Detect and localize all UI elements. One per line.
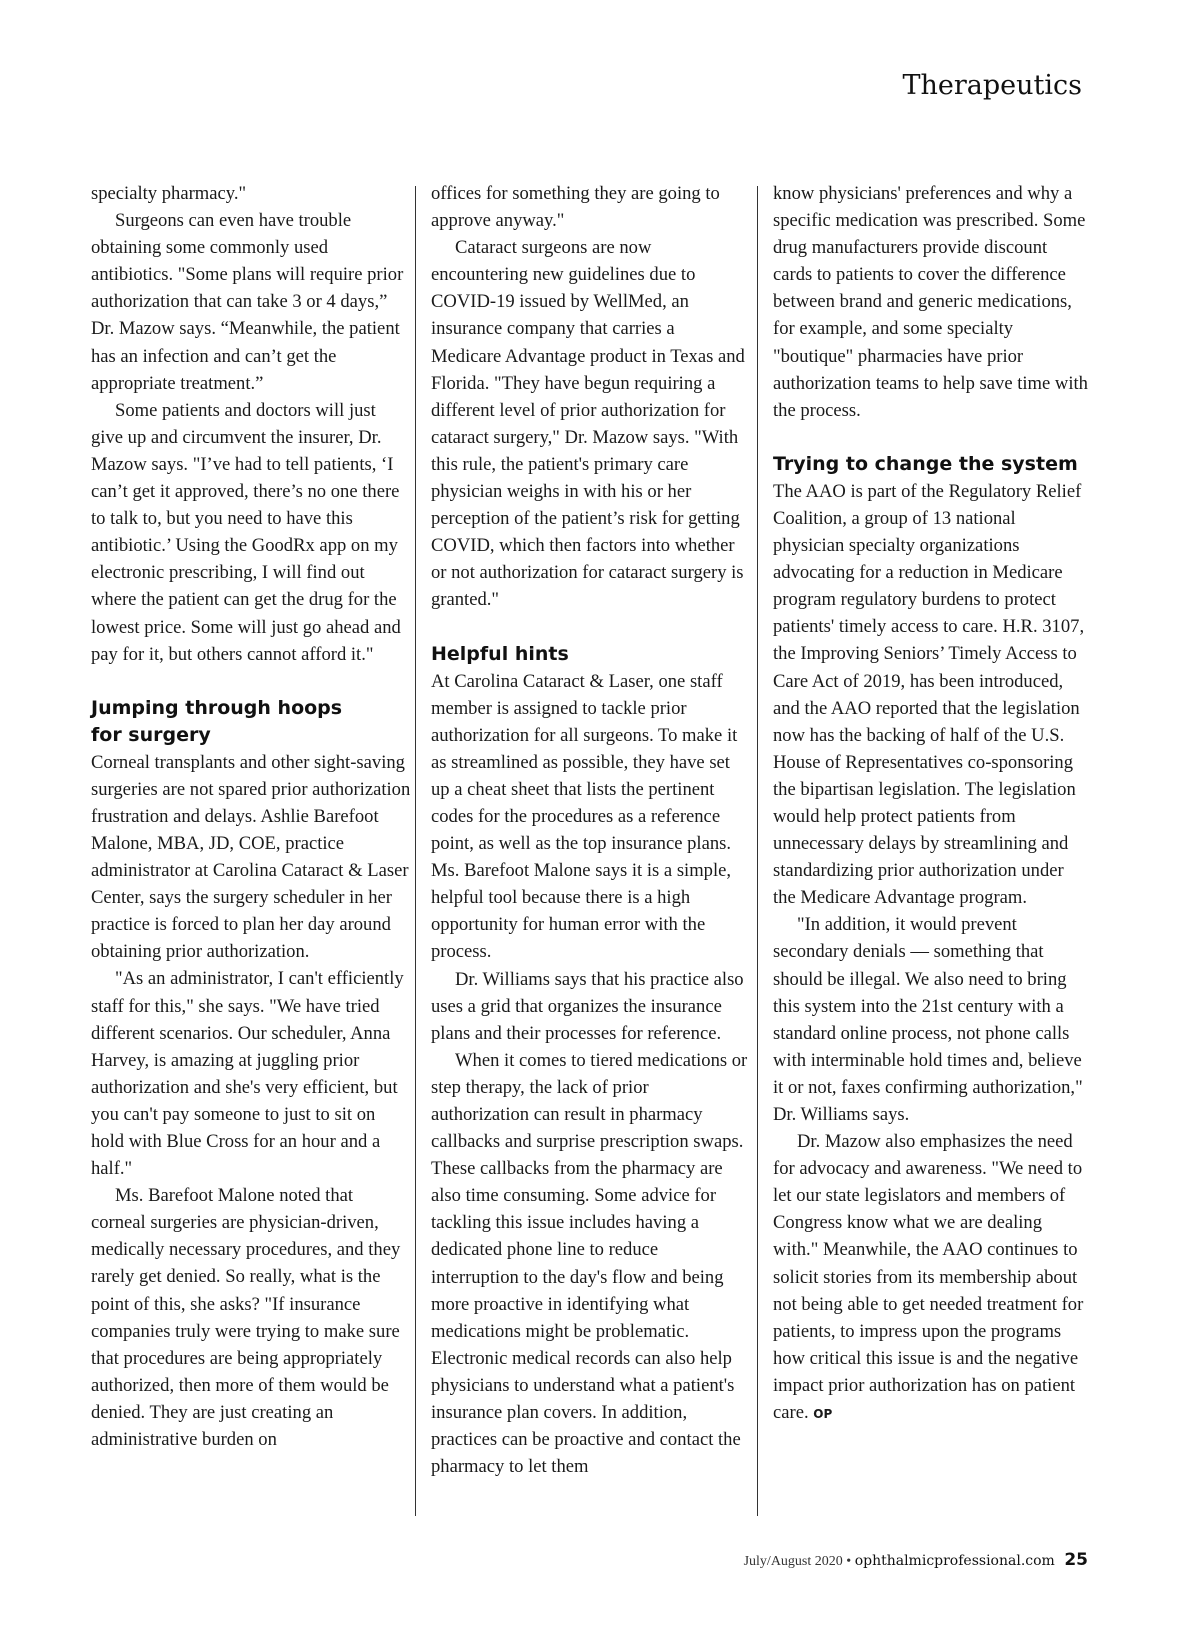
paragraph-text: Dr. Mazow also emphasizes the need for advocacy and awareness. "We need to let our state legislators and members of Congress know what we are dealing with." Meanwhile, the AAO continues to solicit stories from its membership about not being able to get needed treatment for patients, to impress upon the programs how critical this issue is and the negative impact prior authorization has on patient care. bbox=[773, 1131, 1084, 1424]
section-title: Therapeutics bbox=[902, 70, 1082, 101]
paragraph: specialty pharmacy." bbox=[91, 183, 247, 204]
end-mark: OP bbox=[813, 1407, 833, 1422]
paragraph: Surgeons can even have trouble obtaining some commonly used antibiotics. "Some plans will require prior authorization that can take 3 or 4 days,” Dr. Mazow says. “Meanwhile, the patient has an infection and can’t get the appropriate treatment.” bbox=[91, 210, 404, 394]
paragraph: know physicians' preferences and why a specific medication was prescribed. Some drug manufacturers provide discount cards to patients to cover the difference between brand and generic medications, for example, and some specialty "boutique" pharmacies have prior authorization teams to help save time with the process. bbox=[773, 183, 1088, 421]
subheading bbox=[91, 695, 411, 749]
paragraph: Cataract surgeons are now encountering new guidelines due to COVID-19 issued by WellMed, an insurance company that carries a Medicare Advantage product in Texas and Florida. "They have begun requiring a different level of prior authorization for cataract surgery," Dr. Mazow says. "With this rule, the patient's primary care physician weighs in with his or her perception of the patient’s risk for getting COVID, which then factors into whether or not authorization for cataract surgery is granted." bbox=[431, 237, 745, 611]
issue-date: July/August 2020 bbox=[743, 1554, 843, 1569]
column-divider bbox=[415, 186, 416, 1516]
subheading: Helpful hints bbox=[431, 642, 569, 665]
column-2 bbox=[431, 180, 749, 1480]
subheading-line: for surgery bbox=[91, 723, 211, 746]
paragraph: "In addition, it would prevent secondary denials — something that should be illegal. We also need to bring this system into the 21st century with a standard online process, not phone calls with interminable hold times and, believe it or not, faxes confirming authorization," Dr. Williams says. bbox=[773, 914, 1083, 1125]
column-1 bbox=[91, 180, 411, 1453]
subheading: Trying to change the system bbox=[773, 452, 1078, 475]
paragraph-last bbox=[773, 1128, 1091, 1428]
paragraph: Dr. Williams says that his practice also uses a grid that organizes the insurance plans and their processes for reference. bbox=[431, 968, 744, 1044]
website: ophthalmicprofessional.com bbox=[854, 1553, 1055, 1569]
column-3 bbox=[773, 180, 1091, 1428]
paragraph: At Carolina Cataract & Laser, one staff member is assigned to tackle prior authorization for all surgeons. To make it as streamlined as possible, they have set up a cheat sheet that lists the pertinent codes for the procedures as a reference point, as well as the top insurance plans. Ms. Barefoot Malone says it is a simple, helpful tool because there is a high opportunity for human error with the process. bbox=[431, 670, 738, 963]
footer-separator: • bbox=[846, 1554, 852, 1569]
paragraph: Some patients and doctors will just give up and circumvent the insurer, Dr. Mazow says. "I’ve had to tell patients, ‘I can’t get it approved, there’s no one there to talk to, but you need to have this antibiotic.’ Using the GoodRx app on my electronic prescribing, I will find out where the patient can get the drug for the lowest price. Some will just go ahead and pay for it, but others cannot afford it." bbox=[91, 399, 401, 665]
paragraph: Ms. Barefoot Malone noted that corneal surgeries are physician-driven, medically necessary procedures, and they rarely get denied. So really, what is the point of this, she asks? "If insurance companies truly were trying to make sure that procedures are being appropriately authorized, then more of them would be denied. They are just creating an administrative burden on bbox=[91, 1185, 401, 1451]
paragraph: The AAO is part of the Regulatory Relief Coalition, a group of 13 national physician specialty organizations advocating for a reduction in Medicare program regulatory burdens to protect patients' timely access to care. H.R. 3107, the Improving Seniors’ Timely Access to Care Act of 2019, has been introduced, and the AAO reported that the legislation now has the backing of half of the U.S. House of Representatives co-sponsoring the bipartisan legislation. The legislation would help protect patients from unnecessary delays by streamlining and standardizing prior authorization under the Medicare Advantage program. bbox=[773, 480, 1085, 909]
page-number: 25 bbox=[1064, 1550, 1088, 1570]
column-divider bbox=[757, 186, 758, 1516]
paragraph: offices for something they are going to approve anyway." bbox=[431, 183, 720, 232]
page-footer bbox=[744, 1550, 1088, 1570]
paragraph: Corneal transplants and other sight-saving surgeries are not spared prior authorization frustration and delays. Ashlie Barefoot Malone, MBA, JD, COE, practice administrator at Carolina Cataract & Laser Center, says the surgery scheduler in her practice is forced to plan her day around obtaining prior authorization. bbox=[91, 751, 411, 963]
paragraph: "As an administrator, I can't efficiently staff for this," she says. "We have tried different scenarios. Our scheduler, Anna Harvey, is amazing at juggling prior authorization and she's very efficient, but you can't pay someone to just to sit on hold with Blue Cross for an hour and a half." bbox=[91, 968, 404, 1180]
paragraph: When it comes to tiered medications or step therapy, the lack of prior authorization can result in pharmacy callbacks and surprise prescription swaps. These callbacks from the pharmacy are also time consuming. Some advice for tackling this issue includes having a dedicated phone line to reduce interruption to the day's flow and being more proactive in identifying what medications might be problematic. Electronic medical records can also help physicians to understand what a patient's insurance plan covers. In addition, practices can be proactive and contact the pharmacy to let them bbox=[431, 1049, 748, 1478]
subheading-line: Jumping through hoops bbox=[91, 696, 343, 719]
